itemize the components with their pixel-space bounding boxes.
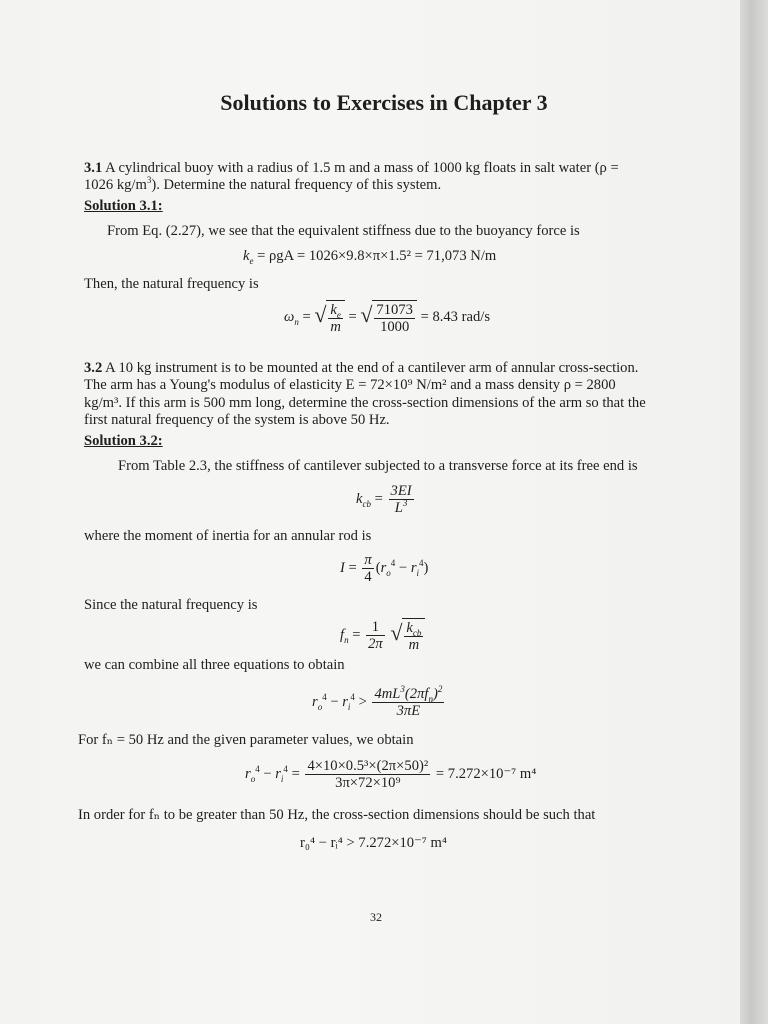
solution-3-1-text1: From Eq. (2.27), we see that the equivalent stiffness due to the buoyancy force is <box>107 223 580 239</box>
equation-radius-inequality: $r_o^4 - r_i^4$ > $\frac{4mL^3(2\pi f_n)^2}{3\pi E}$ <box>312 684 443 719</box>
page-number: 32 <box>370 910 382 924</box>
exercise-3-1-line1: 3.1 A cylindrical buoy with a radius of 1.5 m and a mass of 1000 kg floats in salt water (ρ = <box>84 160 619 176</box>
solution-3-1-heading: Solution 3.1: <box>84 198 163 214</box>
solution-3-2-text4: we can combine all three equations to obtain <box>84 657 345 673</box>
exercise-3-2-line2: The arm has a Young's modulus of elasticity E = 72×10⁹ N/m² and a mass density ρ = 2800 <box>84 377 616 393</box>
equation-kcb: $k_{cb}$ = $\frac{3EI}{L^3}$ <box>356 483 412 516</box>
solution-3-2-text3: Since the natural frequency is <box>84 597 258 613</box>
exercise-3-2-line3: kg/m³. If this arm is 500 mm long, determine the cross-section dimensions of the arm so that the <box>84 395 646 411</box>
page-title: Solutions to Exercises in Chapter 3 <box>220 90 548 115</box>
equation-numeric-result: $r_o^4 - r_i^4$ = $\frac{\text{4×10×0.5³×(2π×50)²}}{\text{3π×72×10⁹}}$ = 7.272×10⁻⁷ m⁴ <box>245 758 537 791</box>
equation-moment-of-inertia: I = $\frac{\pi}{4}$ $(r_o^4 - r_i^4)$ <box>340 552 429 585</box>
solution-3-1-text2: Then, the natural frequency is <box>84 276 259 292</box>
exercise-3-2-line1: 3.2 A 10 kg instrument is to be mounted at the end of a cantilever arm of annular cross-section. <box>84 360 639 376</box>
solution-3-2-text6: In order for fₙ to be greater than 50 Hz, the cross-section dimensions should be such that <box>78 807 596 823</box>
solution-3-2-heading: Solution 3.2: <box>84 433 163 449</box>
page-edge-shadow <box>740 0 768 1024</box>
solution-3-2-text5: For fₙ = 50 Hz and the given parameter values, we obtain <box>78 732 414 748</box>
exercise-3-2-line4: first natural frequency of the system is above 50 Hz. <box>84 412 390 428</box>
exercise-3-1-line2: 1026 $kg/m^3$). Determine the natural frequency of this system. <box>84 175 442 193</box>
solution-3-2-text1: From Table 2.3, the stiffness of cantilever subjected to a transverse force at its free end is <box>118 458 638 474</box>
equation-ke: $k_e = \rho gA = 1026\times 9.8\times\pi\times 1.5^2 = 71,073$ N/m <box>243 248 497 266</box>
solution-3-2-text2: where the moment of inertia for an annular rod is <box>84 528 372 544</box>
equation-final-inequality: r₀⁴ − rᵢ⁴ > 7.272×10⁻⁷ m⁴ <box>300 835 447 851</box>
equation-omega-n: $\omega_n$ = √ $\frac{k_e}{m}$ = √ $\frac{71073}{1000}$ = 8.43 rad/s <box>284 300 490 335</box>
equation-fn: $f_n$ = $\frac{1}{2\pi}$ √ $\frac{k_{cb}}{m}$ <box>340 618 425 653</box>
